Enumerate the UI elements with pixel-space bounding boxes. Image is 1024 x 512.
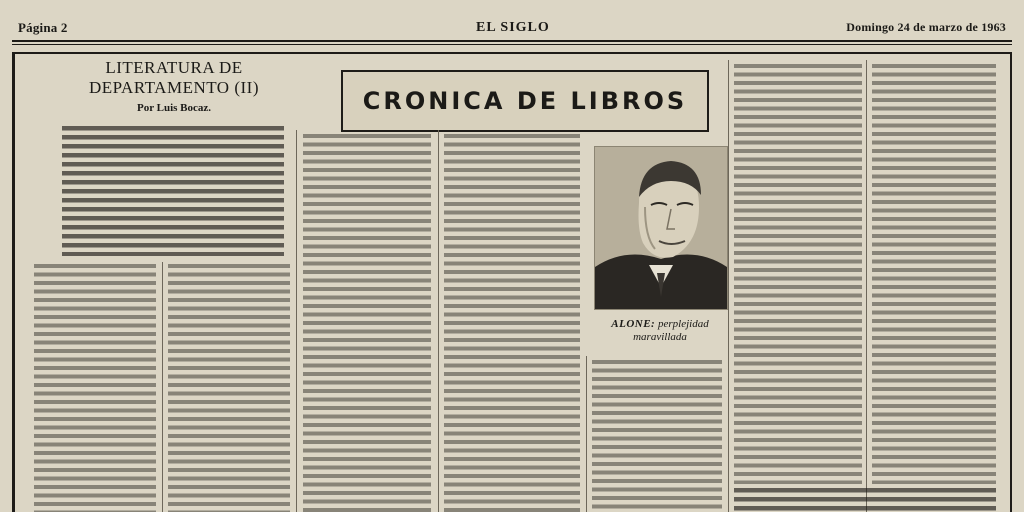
column-divider	[728, 60, 729, 512]
article-title	[64, 58, 284, 98]
masthead-rule-thin	[12, 44, 1012, 45]
article-title-line2: DEPARTAMENTO (II)	[89, 78, 259, 97]
issue-date: Domingo 24 de marzo de 1963	[846, 20, 1006, 34]
caption-text: perplejidad maravillada	[633, 318, 709, 343]
page-number: Página 2	[18, 20, 68, 35]
text-column-1	[34, 264, 156, 512]
masthead-rule	[12, 40, 1012, 42]
frame-top	[12, 52, 1012, 54]
caption-name: ALONE:	[611, 318, 656, 330]
column-divider	[866, 60, 867, 512]
masthead	[0, 18, 1024, 42]
newspaper-name: EL SIGLO	[476, 20, 550, 35]
column-divider	[438, 130, 439, 512]
text-column-3	[303, 134, 431, 512]
photo-caption	[590, 318, 730, 344]
text-column-6	[734, 64, 862, 484]
text-column-7	[872, 64, 996, 484]
column-divider	[586, 356, 587, 512]
text-column-2	[168, 264, 290, 512]
text-column-5	[592, 360, 722, 512]
frame-left	[12, 54, 15, 512]
section-heading: CRONICA DE LIBROS	[362, 87, 688, 115]
article-lead-paragraph	[62, 126, 284, 256]
text-column-4	[444, 134, 580, 512]
section-heading-box	[341, 70, 709, 132]
portrait-illustration	[595, 147, 727, 309]
column-divider	[162, 262, 163, 512]
column-divider	[296, 130, 297, 512]
author-portrait-photo	[594, 146, 728, 310]
text-column-6-bold-footer	[734, 488, 996, 512]
article-title-line1: LITERATURA DE	[105, 58, 243, 77]
article-byline: Por Luis Bocaz.	[136, 102, 212, 114]
frame-right	[1010, 54, 1012, 512]
